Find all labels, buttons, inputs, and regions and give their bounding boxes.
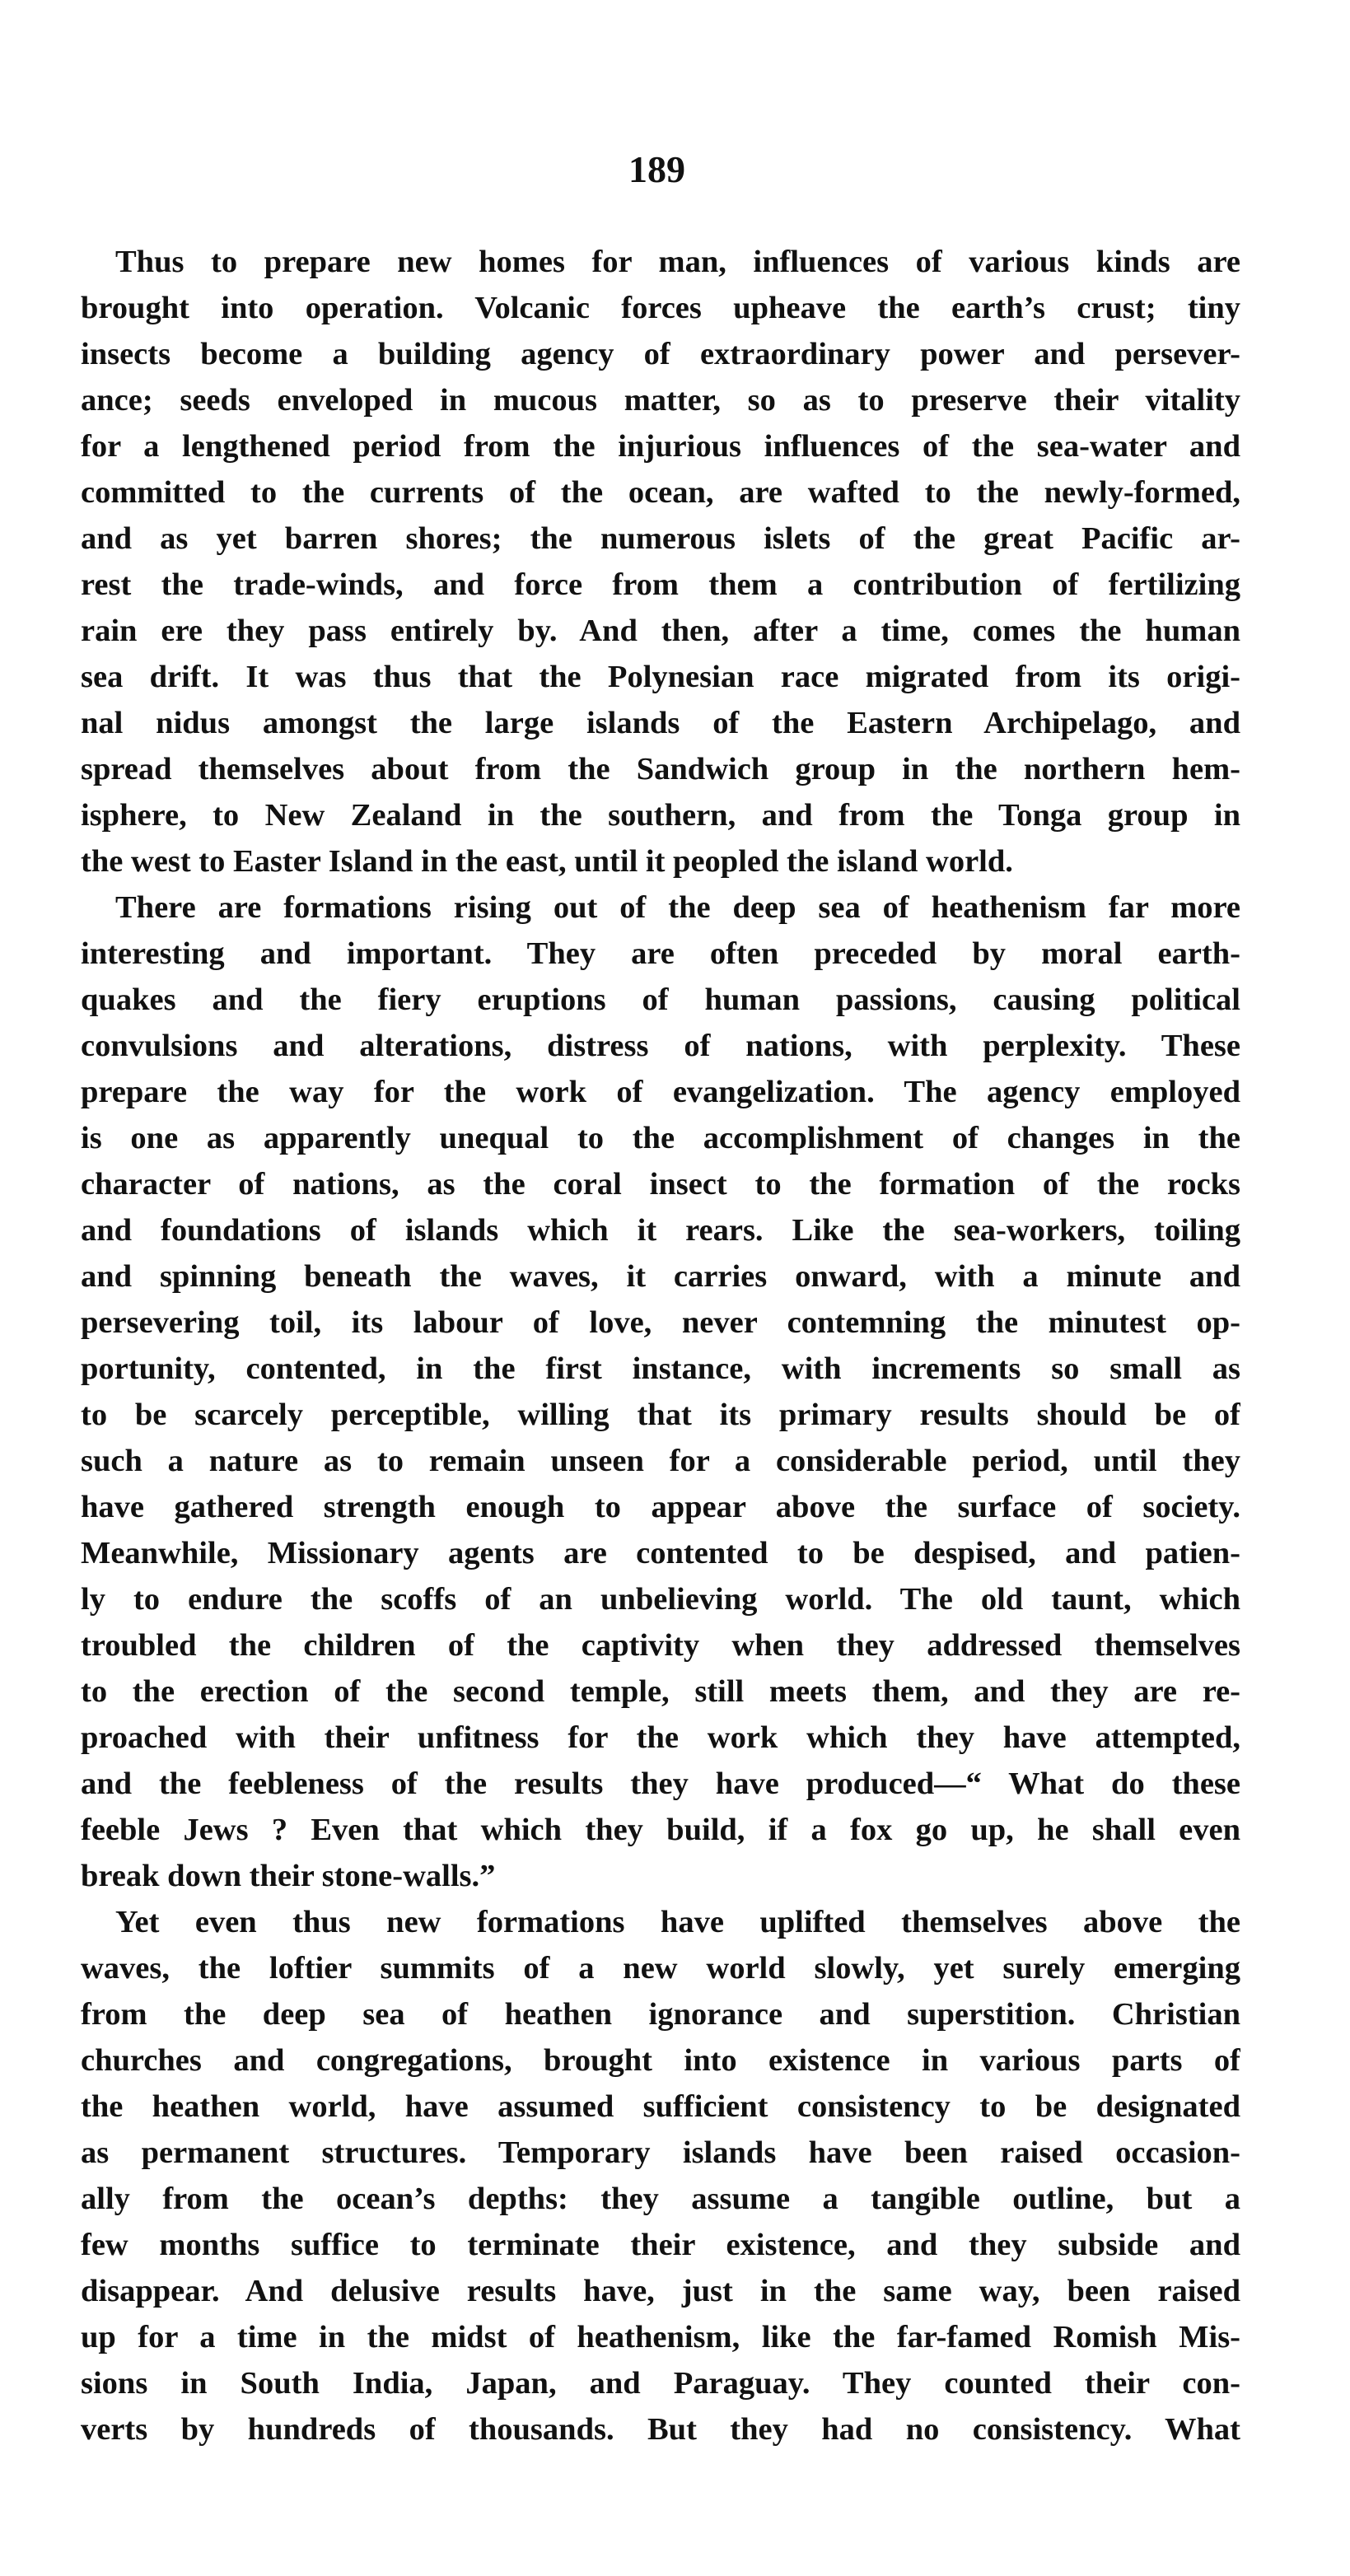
- text-line: is one as apparently unequal to the accomplishment of changes in the: [81, 1121, 1240, 1155]
- text-line: and as yet barren shores; the numerous islets of the great Pacific ar-: [81, 521, 1240, 556]
- text-line: and foundations of islands which it rears. Like the sea-workers, toiling: [81, 1213, 1240, 1248]
- text-line: nal nidus amongst the large islands of the Eastern Archipelago, and: [81, 706, 1240, 740]
- text-line: proached with their unfitness for the work which they have attempted,: [81, 1720, 1240, 1755]
- text-line: to the erection of the second temple, still meets them, and they are re-: [81, 1674, 1240, 1709]
- text-line: convulsions and alterations, distress of nations, with perplexity. These: [81, 1029, 1240, 1063]
- text-line: disappear. And delusive results have, just in the same way, been raised: [81, 2274, 1240, 2308]
- text-line: break down their stone-walls.”: [81, 1859, 496, 1893]
- page-number: 189: [628, 148, 685, 190]
- text-line: brought into operation. Volcanic forces upheave the earth’s crust; tiny: [81, 291, 1240, 325]
- text-line: Thus to prepare new homes for man, influences of various kinds are: [115, 245, 1240, 279]
- text-line: from the deep sea of heathen ignorance and superstition. Christian: [81, 1997, 1240, 2032]
- text-line: spread themselves about from the Sandwich group in the northern hem-: [81, 752, 1240, 786]
- text-line: few months suffice to terminate their existence, and they subside and: [81, 2228, 1240, 2262]
- text-line: churches and congregations, brought into existence in various parts of: [81, 2043, 1240, 2078]
- text-line: insects become a building agency of extraordinary power and persever-: [81, 337, 1240, 371]
- text-line: sions in South India, Japan, and Paraguay. They counted their con-: [81, 2366, 1240, 2401]
- paragraph: [81, 1899, 1240, 2452]
- text-line: and spinning beneath the waves, it carries onward, with a minute and: [81, 1259, 1240, 1294]
- text-line: feeble Jews ? Even that which they build, if a fox go up, he shall even: [81, 1813, 1240, 1847]
- text-line: the west to Easter Island in the east, until it peopled the island world.: [81, 844, 1013, 879]
- text-line: isphere, to New Zealand in the southern, and from the Tonga group in: [81, 798, 1240, 833]
- text-line: as permanent structures. Temporary islands have been raised occasion-: [81, 2135, 1240, 2170]
- text-line: Yet even thus new formations have uplifted themselves above the: [115, 1905, 1240, 1939]
- text-line: the heathen world, have assumed sufficient consistency to be designated: [81, 2089, 1240, 2124]
- text-line: verts by hundreds of thousands. But they had no consistency. What: [81, 2412, 1240, 2447]
- text-line: prepare the way for the work of evangelization. The agency employed: [81, 1075, 1240, 1109]
- text-line: to be scarcely perceptible, willing that its primary results should be of: [81, 1398, 1240, 1432]
- text-line: rain ere they pass entirely by. And then, after a time, comes the human: [81, 614, 1240, 648]
- text-line: for a lengthened period from the injurious influences of the sea-water and: [81, 429, 1240, 464]
- text-line: persevering toil, its labour of love, never contemning the minutest op-: [81, 1305, 1240, 1340]
- text-line: portunity, contented, in the first instance, with increments so small as: [81, 1351, 1240, 1386]
- text-line: ance; seeds enveloped in mucous matter, so as to preserve their vitality: [81, 383, 1240, 418]
- text-line: ly to endure the scoffs of an unbelieving world. The old taunt, which: [81, 1582, 1240, 1617]
- text-line: Meanwhile, Missionary agents are contented to be despised, and patien-: [81, 1536, 1240, 1570]
- text-line: such a nature as to remain unseen for a considerable period, until they: [81, 1444, 1240, 1478]
- text-line: There are formations rising out of the deep sea of heathenism far more: [115, 890, 1240, 925]
- text-line: have gathered strength enough to appear above the surface of society.: [81, 1490, 1240, 1524]
- paragraph: [81, 884, 1240, 1899]
- text-line: sea drift. It was thus that the Polynesian race migrated from its origi-: [81, 660, 1240, 694]
- text-line: waves, the loftier summits of a new world slowly, yet surely emerging: [81, 1951, 1240, 1986]
- text-line: rest the trade-winds, and force from them a contribution of fertilizing: [81, 567, 1240, 602]
- text-line: up for a time in the midst of heathenism, like the far-famed Romish Mis-: [81, 2320, 1240, 2354]
- text-line: interesting and important. They are often preceded by moral earth-: [81, 936, 1240, 971]
- text-line: troubled the children of the captivity when they addressed themselves: [81, 1628, 1240, 1663]
- text-line: ally from the ocean’s depths: they assume a tangible outline, but a: [81, 2182, 1240, 2216]
- text-line: and the feebleness of the results they have produced—“ What do these: [81, 1766, 1240, 1801]
- text-line: quakes and the fiery eruptions of human passions, causing political: [81, 982, 1240, 1017]
- text-line: committed to the currents of the ocean, are wafted to the newly-formed,: [81, 475, 1240, 510]
- paragraph: [81, 239, 1240, 884]
- text-line: character of nations, as the coral insect to the formation of the rocks: [81, 1167, 1240, 1202]
- body-text: [81, 239, 1240, 2452]
